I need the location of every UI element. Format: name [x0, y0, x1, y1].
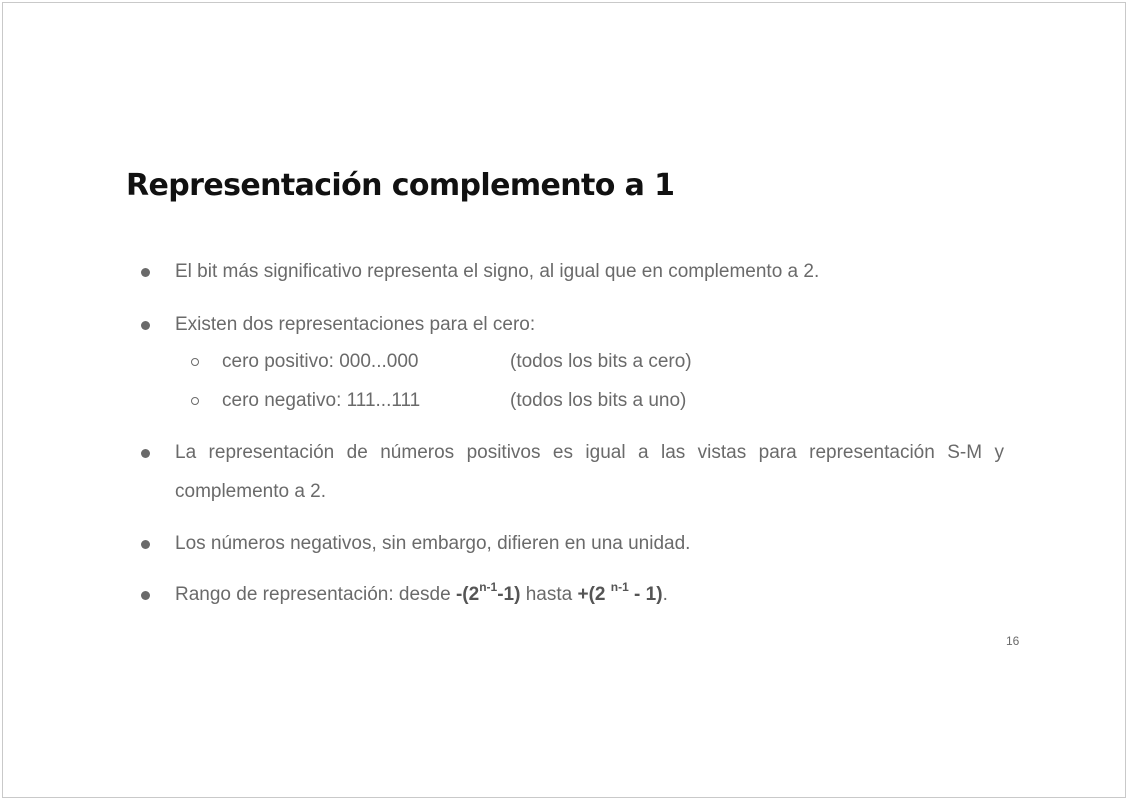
sub-bullet-text: cero negativo: 111...111	[222, 390, 421, 411]
range-min-close: -1)	[497, 584, 521, 605]
range-max-exponent: n-1	[610, 579, 629, 594]
sub-bullet-circle	[191, 397, 199, 405]
range-max	[577, 579, 663, 605]
slide-title: Representación complemento a 1	[126, 168, 675, 203]
range-text	[175, 579, 668, 606]
range-min-open: -(2	[455, 584, 480, 605]
page-number: 16	[1006, 634, 1020, 648]
range-max-close: - 1)	[628, 584, 663, 605]
range-min-exponent: n-1	[479, 579, 498, 594]
range-end: .	[662, 584, 668, 605]
range-mid: hasta	[520, 584, 578, 605]
bullet-text-continuation: complemento a 2.	[175, 481, 327, 502]
bullet-dot	[141, 321, 150, 330]
sub-bullet-text: cero positivo: 000...000	[222, 351, 419, 372]
bullet-dot	[141, 591, 150, 600]
sub-bullet-note: (todos los bits a uno)	[510, 390, 687, 411]
sub-bullet-note: (todos los bits a cero)	[510, 351, 692, 372]
bullet-text: La representación de números positivos es igual a las vistas para representación S-M y	[175, 442, 1004, 463]
range-max-open: +(2	[577, 584, 611, 605]
bullet-dot	[141, 449, 150, 458]
bullet-text: Existen dos representaciones para el cero:	[175, 314, 536, 335]
bullet-text: Los números negativos, sin embargo, difieren en una unidad.	[175, 533, 691, 554]
bullet-dot	[141, 540, 150, 549]
range-prefix: Rango de representación: desde	[175, 584, 456, 605]
bullet-dot	[141, 268, 150, 277]
sub-bullet-circle	[191, 358, 199, 366]
bullet-text: El bit más significativo representa el signo, al igual que en complemento a 2.	[175, 261, 820, 282]
range-min	[455, 579, 521, 605]
